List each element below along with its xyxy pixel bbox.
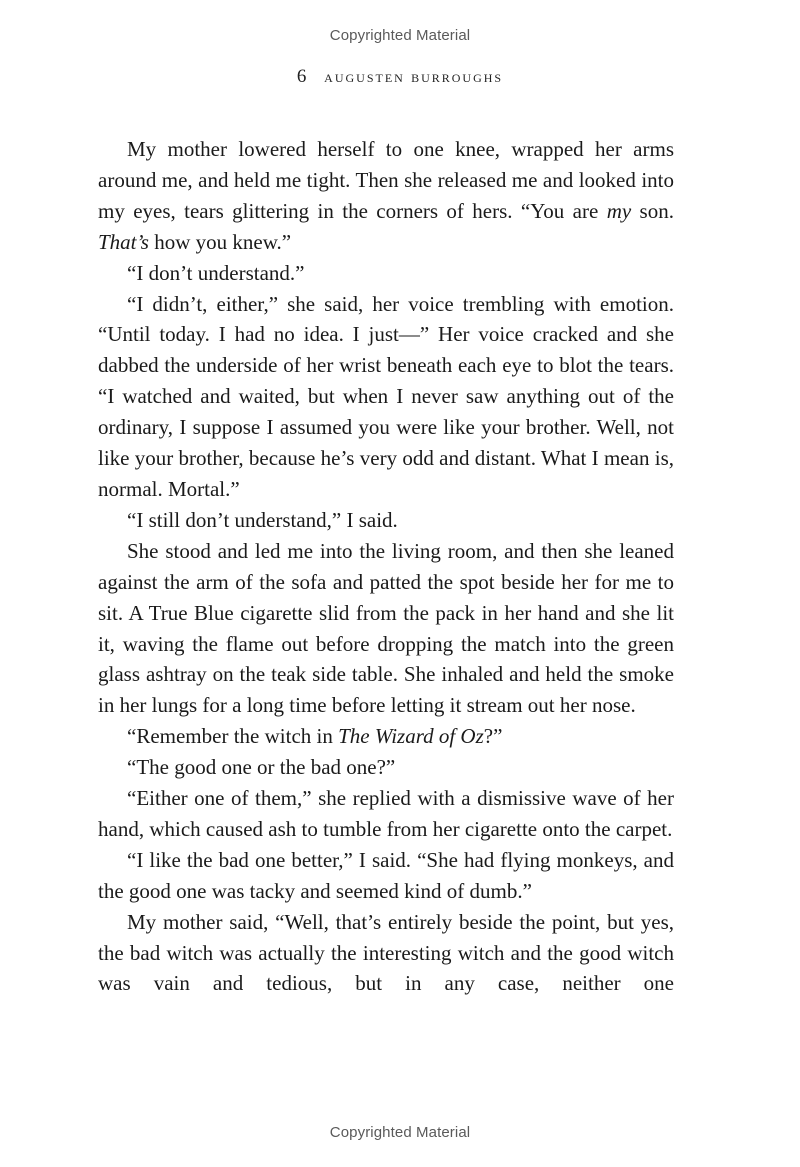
copyright-watermark-bottom: Copyrighted Material [329,1124,471,1141]
paragraph: “The good one or the bad one?” [127,755,396,780]
paragraph: “Remember the witch in The Wizard of Oz?” [127,724,503,749]
paragraph: My mother lowered herself to one knee, wrapped her arms around me, and held me tight. Then she released me and looked into my eyes, tears glittering in the corners of hers. “You are my son. That’s how you knew.” [98,137,674,254]
paragraph: “I still don’t understand,” I said. [127,507,398,532]
author-name: augusten burroughs [324,67,504,86]
paragraph: She stood and led me into the living room, and then she leaned against the arm of the sofa and patted the spot beside her for me to sit. A True Blue cigarette slid from the pack in her hand and she lit it, waving the flame out before dropping the match into the green glass ashtray on the teak side table. She inhaled and held the smoke in her lungs for a long time before letting it stream out her nose. [98,538,674,718]
page-number: 6 [296,66,307,87]
running-head [0,66,800,88]
paragraph: “I didn’t, either,” she said, her voice trembling with emotion. “Until today. I had no idea. I just—” Her voice cracked and she dabbed the underside of her wrist beneath each eye to blot the tears. “I watched and waited, but when I never saw anything out of the ordinary, I suppose I assumed you were like your brother. Well, not like your brother, because he’s very odd and distant. What I mean is, normal. Mortal.” [98,291,674,501]
paragraph: My mother said, “Well, that’s entirely beside the point, but yes, the bad witch was actually the interesting witch and the good witch was vain and tedious, but in any case, neither one [98,909,674,996]
paragraph: “I like the bad one better,” I said. “She had flying monkeys, and the good one was tacky and seemed kind of dumb.” [98,847,674,903]
paragraph: “I don’t understand.” [127,260,305,285]
copyright-watermark-top: Copyrighted Material [329,27,471,44]
body-text [98,134,674,999]
paragraph: “Either one of them,” she replied with a dismissive wave of her hand, which caused ash to tumble from her cigarette onto the carpet. [98,786,674,841]
